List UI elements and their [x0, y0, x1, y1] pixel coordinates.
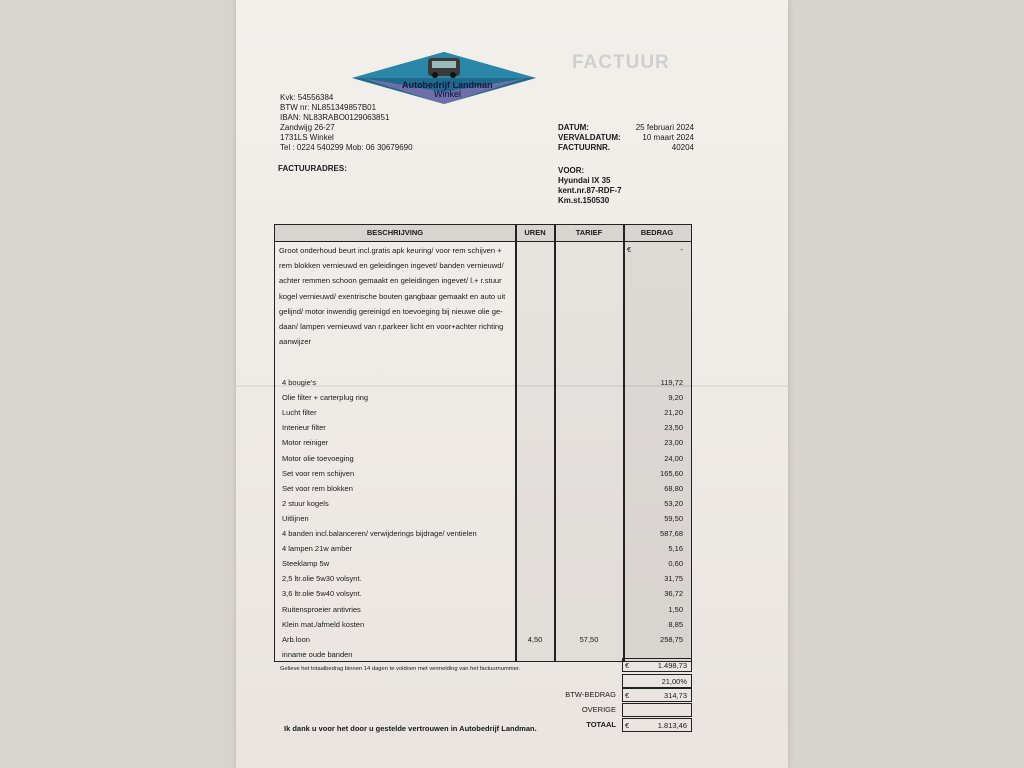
- background-left: [0, 0, 236, 768]
- invoice-paper: [236, 0, 788, 768]
- invoice-title: FACTUUR: [572, 52, 670, 73]
- item-description: 4 bougie's: [282, 378, 316, 387]
- item-bedrag: 24,00: [664, 453, 683, 463]
- item-description: Set voor rem schijven: [282, 468, 355, 478]
- btw-pct-box: [622, 674, 692, 688]
- description-line: kogel vernieuwd/ exentrische bouten gangbaar gemaakt en auto uit: [279, 291, 506, 301]
- header-tarief: TARIEF: [575, 228, 603, 237]
- description-line: aanwijzer: [279, 337, 312, 347]
- description-line: gelijnd/ motor inwendig gereinigd en toevoeging bij nieuwe olie ge-: [279, 306, 503, 316]
- top-dash: -: [680, 245, 683, 254]
- item-bedrag: 5,16: [668, 544, 683, 554]
- subtotal-euro: €: [625, 661, 630, 670]
- city: 1731LS Winkel: [280, 133, 334, 142]
- item-description: 4 lampen 21w amber: [282, 544, 353, 554]
- item-bedrag: 165,60: [660, 468, 683, 478]
- item-bedrag: 119,72: [660, 378, 683, 387]
- table-row: [275, 542, 691, 557]
- totaal-euro: €: [625, 721, 630, 730]
- table-row: [275, 482, 691, 497]
- item-description: Lucht filter: [282, 408, 317, 418]
- item-bedrag: 59,50: [664, 513, 683, 523]
- item-description: Motor reiniger: [282, 438, 329, 448]
- item-description: Klein mat./afmeld kosten: [282, 619, 365, 629]
- invoice-table: [274, 224, 692, 662]
- btw-euro: €: [625, 691, 630, 700]
- table-row: [275, 512, 691, 527]
- item-bedrag: 23,50: [664, 423, 683, 433]
- item-bedrag: 587,68: [660, 529, 683, 538]
- item-bedrag: 68,80: [664, 483, 683, 493]
- item-description: 2 stuur kogels: [282, 498, 329, 508]
- btw-percentage: 21,00%: [661, 677, 687, 686]
- table-row: [275, 633, 691, 648]
- table-row: [275, 572, 691, 587]
- item-description: Arb.loon: [282, 634, 310, 644]
- subtotal-value: 1.498,73: [657, 661, 687, 670]
- item-bedrag: 1,50: [668, 604, 683, 614]
- item-bedrag: 21,20: [664, 408, 683, 418]
- meta-due-value: 10 maart 2024: [642, 133, 694, 142]
- table-row: [275, 436, 691, 451]
- meta-date: [558, 123, 694, 133]
- phone: Tel : 0224 540299 Mob: 06 30679690: [280, 143, 413, 152]
- table-row: [275, 376, 691, 391]
- description-line: daan/ lampen vernieuwd van r.parkeer licht en voor+achter richting: [279, 322, 504, 332]
- overige-box: [622, 703, 692, 717]
- description-line: Groot onderhoud beurt incl.gratis apk keuring/ voor rem schijven +: [279, 246, 502, 255]
- table-row: [275, 391, 691, 406]
- street: Zandwijg 26-27: [280, 123, 335, 132]
- table-row: [275, 452, 691, 467]
- table-row: [275, 618, 691, 633]
- item-description: 4 banden incl.balanceren/ verwijderings bijdrage/ ventielen: [282, 529, 477, 538]
- item-uren: 4,50: [527, 634, 543, 644]
- item-description: Motor olie toevoeging: [282, 453, 354, 463]
- item-description: Uitlijnen: [282, 513, 309, 523]
- meta-number: [558, 143, 694, 153]
- thank-you-line: Ik dank u voor het door u gestelde vertrouwen in Autobedrijf Landman.: [284, 724, 537, 733]
- logo-place: Winkel: [434, 89, 462, 99]
- item-description: Set voor rem blokken: [282, 483, 353, 493]
- header-bedrag: BEDRAG: [640, 228, 674, 237]
- item-description: Ruitensproeier antivries: [282, 604, 361, 614]
- item-bedrag: 9,20: [668, 393, 683, 403]
- item-description: Interieur filter: [282, 423, 326, 433]
- item-description: 2,5 ltr.olie 5w30 volsynt.: [282, 574, 362, 584]
- item-description: inname oude banden: [282, 649, 353, 659]
- item-bedrag: 8,85: [668, 619, 683, 629]
- item-tarief: 57,50: [579, 634, 599, 644]
- meta-number-value: 40204: [671, 143, 694, 152]
- meta-due: [558, 133, 694, 143]
- table-row: [275, 497, 691, 512]
- payment-note: Gelieve het totaalbedrag binnen 14 dagen te voldoen met vermelding van het factuurnummer.: [280, 666, 521, 672]
- license-plate: kent.nr.87-RDF-7: [558, 186, 622, 195]
- logo-name: Autobedrijf Landman: [402, 80, 493, 90]
- table-row: [275, 406, 691, 421]
- meta-number-label: FACTUURNR.: [558, 143, 610, 152]
- vehicle-model: Hyundai IX 35: [558, 176, 611, 185]
- item-description: Steeklamp 5w: [282, 559, 330, 569]
- table-row: [275, 467, 691, 482]
- item-description: 3,6 ltr.olie 5w40 volsynt.: [282, 589, 362, 599]
- table-row: [275, 527, 691, 542]
- background-right: [788, 0, 1024, 768]
- item-description: Olie filter + carterplug ring: [282, 393, 369, 403]
- table-row: [275, 587, 691, 602]
- totaal-box: [622, 718, 692, 732]
- meta-due-label: VERVALDATUM:: [558, 133, 621, 142]
- billing-address-label: FACTUURADRES:: [278, 164, 347, 173]
- meta-date-label: DATUM:: [558, 123, 589, 132]
- subtotal-box: [622, 658, 692, 672]
- btw-number: BTW nr: NL851349857B01: [280, 103, 377, 112]
- work-description: [279, 243, 515, 349]
- kvk: Kvk: 54556384: [280, 93, 334, 102]
- vehicle-info: [558, 166, 622, 206]
- voor-label: VOOR:: [558, 166, 585, 175]
- totaal-label: TOTAAL: [586, 720, 616, 729]
- table-row: [275, 421, 691, 436]
- description-line: rem blokken vernieuwd en geleidingen ingevet/ banden vernieuwd/: [279, 261, 504, 271]
- header-beschrijving: BESCHRIJVING: [366, 228, 424, 237]
- item-bedrag: 36,72: [664, 589, 683, 599]
- item-bedrag: 258,75: [660, 634, 683, 644]
- overige-label: OVERIGE: [581, 705, 616, 714]
- invoice-meta: [558, 123, 694, 153]
- table-row: [275, 603, 691, 618]
- description-line: achter remmen schoon gemaakt en geleidingen ingevet/ l.+ r.stuur: [279, 276, 502, 286]
- item-bedrag: 53,20: [664, 498, 683, 508]
- btw-box: [622, 688, 692, 702]
- top-euro-sign: €: [627, 245, 632, 254]
- btw-value: 314,73: [664, 691, 687, 700]
- header-uren: UREN: [524, 228, 546, 237]
- item-bedrag: 23,00: [664, 438, 683, 448]
- item-bedrag: 0,60: [668, 559, 683, 569]
- btw-label: BTW-BEDRAG: [565, 690, 616, 699]
- meta-date-value: 25 februari 2024: [635, 123, 694, 132]
- totaal-value: 1.813,46: [657, 721, 687, 730]
- item-bedrag: 31,75: [664, 574, 683, 584]
- company-info: [280, 93, 480, 153]
- iban: IBAN: NL83RABO0129063851: [280, 113, 390, 122]
- mileage: Km.st.150530: [558, 196, 610, 205]
- table-row: [275, 557, 691, 572]
